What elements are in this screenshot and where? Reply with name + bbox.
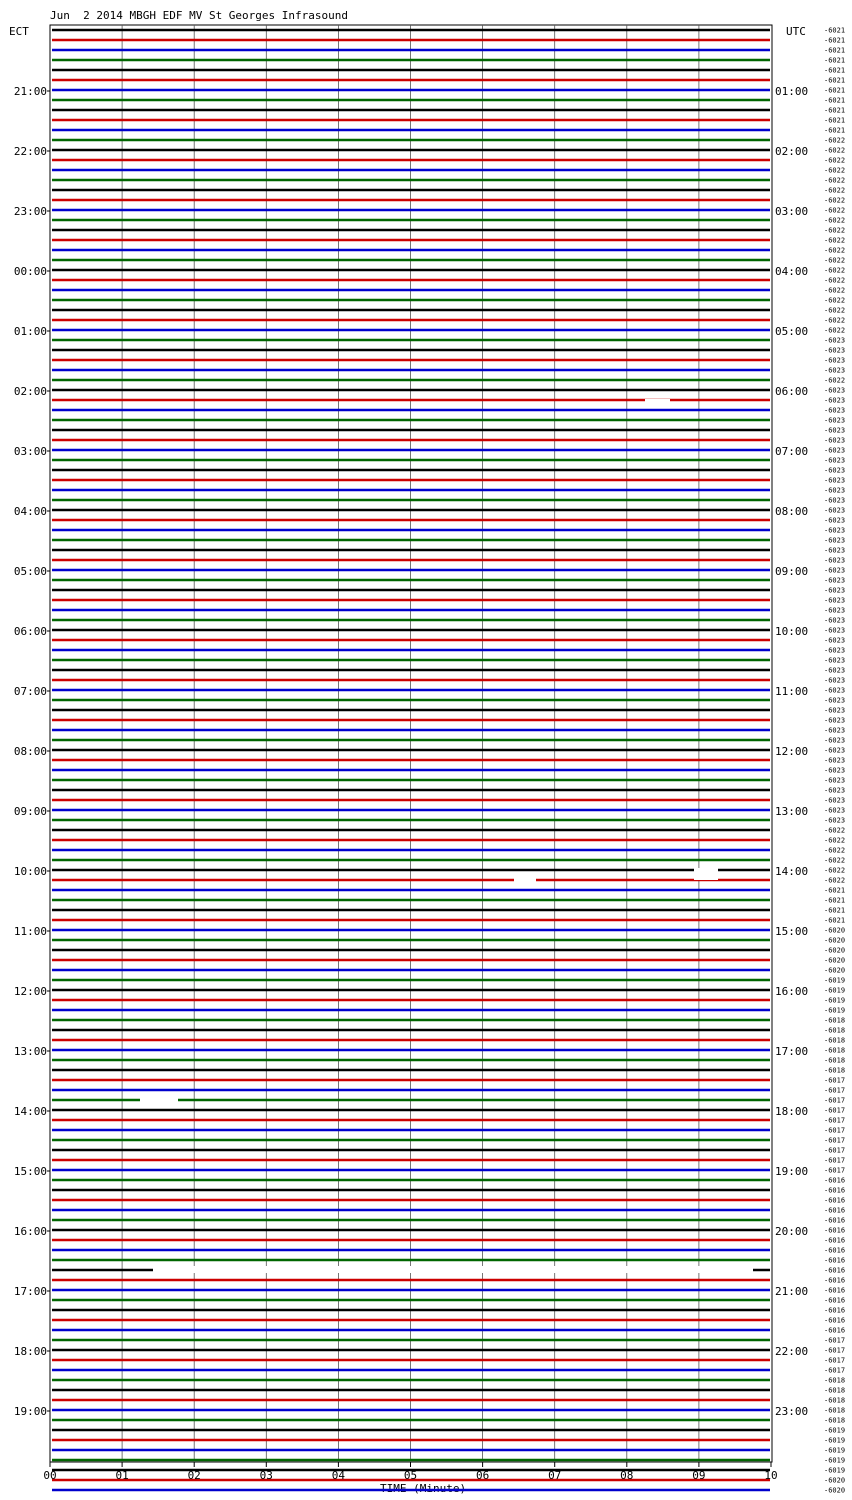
trace-offset-label: -6023: [824, 666, 846, 675]
ect-tick-label: 17:00: [13, 1285, 47, 1298]
trace-offset-label: -6019: [824, 1446, 846, 1455]
trace-offset-label: -6023: [824, 406, 846, 415]
trace-offset-label: -6022: [824, 156, 846, 165]
x-tick-label: 10: [764, 1469, 778, 1482]
trace-offset-label: -6023: [824, 526, 846, 535]
x-tick-label: 06: [475, 1469, 490, 1482]
trace-offset-label: -6023: [824, 686, 846, 695]
trace-offset-label: -6017: [824, 1146, 846, 1155]
x-tick-label: 00: [43, 1469, 57, 1482]
ect-tick-label: 21:00: [13, 85, 47, 98]
trace-offset-label: -6020: [824, 1486, 846, 1495]
trace-offset-label: -6023: [824, 636, 846, 645]
trace-offset-label: -6023: [824, 716, 846, 725]
utc-tick-label: 08:00: [775, 505, 809, 518]
trace-offset-label: -6023: [824, 486, 846, 495]
trace-offset-label: -6020: [824, 936, 846, 945]
trace-offset-label: -6017: [824, 1116, 846, 1125]
ect-tick-label: 22:00: [13, 145, 47, 158]
trace-offset-label: -6021: [824, 46, 846, 55]
trace-offset-label: -6022: [824, 856, 846, 865]
trace-offset-label: -6016: [824, 1256, 846, 1265]
trace-offset-label: -6018: [824, 1016, 846, 1025]
ect-tick-label: 05:00: [13, 565, 47, 578]
utc-tick-label: 02:00: [775, 145, 809, 158]
trace-offset-label: -6019: [824, 1436, 846, 1445]
trace-offset-label: -6023: [824, 746, 846, 755]
trace-offset-label: -6023: [824, 756, 846, 765]
trace-offset-label: -6017: [824, 1086, 846, 1095]
ect-tick-label: 16:00: [13, 1225, 47, 1238]
data-gap: [140, 1097, 178, 1105]
trace-offset-label: -6018: [824, 1376, 846, 1385]
utc-tick-label: 04:00: [775, 265, 809, 278]
utc-tick-label: 05:00: [775, 325, 809, 338]
trace-offset-label: -6019: [824, 1006, 846, 1015]
trace-offset-label: -6017: [824, 1156, 846, 1165]
trace-offset-label: -6021: [824, 96, 846, 105]
ect-tick-label: 04:00: [13, 505, 47, 518]
trace-offset-label: -6023: [824, 696, 846, 705]
utc-tick-label: 12:00: [775, 745, 809, 758]
trace-offset-label: -6023: [824, 676, 846, 685]
trace-offset-label: -6016: [824, 1226, 846, 1235]
trace-offset-label: -6019: [824, 1426, 846, 1435]
right-axis-label: UTC: [786, 25, 806, 38]
trace-offset-label: -6018: [824, 1416, 846, 1425]
trace-offset-label: -6022: [824, 196, 846, 205]
trace-offset-label: -6023: [824, 336, 846, 345]
trace-offset-label: -6022: [824, 236, 846, 245]
trace-offset-label: -6023: [824, 436, 846, 445]
utc-tick-label: 16:00: [775, 985, 809, 998]
trace-offset-label: -6023: [824, 796, 846, 805]
trace-offset-label: -6016: [824, 1306, 846, 1315]
trace-offset-label: -6022: [824, 276, 846, 285]
trace-offset-label: -6021: [824, 56, 846, 65]
trace-offset-label: -6023: [824, 726, 846, 735]
trace-offset-label: -6017: [824, 1356, 846, 1365]
trace-offset-label: -6016: [824, 1176, 846, 1185]
utc-tick-label: 06:00: [775, 385, 809, 398]
trace-offset-label: -6023: [824, 566, 846, 575]
trace-offset-label: -6023: [824, 806, 846, 815]
utc-tick-label: 15:00: [775, 925, 809, 938]
trace-offset-label: -6023: [824, 506, 846, 515]
trace-offset-label: -6022: [824, 316, 846, 325]
trace-offset-label: -6022: [824, 186, 846, 195]
chart-title: Jun 2 2014 MBGH EDF MV St Georges Infrasound: [50, 9, 349, 22]
trace-offset-label: -6017: [824, 1076, 846, 1085]
data-gap: [694, 868, 718, 880]
trace-offset-label: -6022: [824, 146, 846, 155]
trace-offset-label: -6022: [824, 836, 846, 845]
trace-offset-label: -6021: [824, 86, 846, 95]
trace-offset-label: -6023: [824, 596, 846, 605]
left-axis-label: ECT: [9, 25, 29, 38]
ect-tick-label: 09:00: [13, 805, 47, 818]
utc-tick-label: 01:00: [775, 85, 809, 98]
trace-offset-label: -6016: [824, 1316, 846, 1325]
trace-offset-label: -6017: [824, 1366, 846, 1375]
utc-tick-label: 13:00: [775, 805, 809, 818]
trace-offset-label: -6022: [824, 326, 846, 335]
utc-tick-label: 10:00: [775, 625, 809, 638]
utc-tick-label: 18:00: [775, 1105, 809, 1118]
trace-offset-label: -6023: [824, 816, 846, 825]
trace-offset-label: -6022: [824, 226, 846, 235]
trace-offset-label: -6016: [824, 1286, 846, 1295]
trace-offset-label: -6023: [824, 356, 846, 365]
trace-offset-label: -6023: [824, 446, 846, 455]
ect-tick-label: 10:00: [13, 865, 47, 878]
trace-offset-label: -6018: [824, 1026, 846, 1035]
ect-tick-label: 19:00: [13, 1405, 47, 1418]
utc-tick-label: 09:00: [775, 565, 809, 578]
utc-tick-label: 14:00: [775, 865, 809, 878]
ect-tick-label: 00:00: [13, 265, 47, 278]
utc-tick-label: 03:00: [775, 205, 809, 218]
trace-offset-label: -6022: [824, 306, 846, 315]
trace-offset-label: -6021: [824, 886, 846, 895]
trace-offset-label: -6023: [824, 456, 846, 465]
x-tick-label: 09: [692, 1469, 706, 1482]
utc-tick-label: 07:00: [775, 445, 809, 458]
ect-tick-label: 11:00: [13, 925, 47, 938]
trace-offset-label: -6023: [824, 556, 846, 565]
trace-offset-label: -6022: [824, 826, 846, 835]
trace-offset-label: -6021: [824, 906, 846, 915]
trace-offset-label: -6017: [824, 1096, 846, 1105]
trace-offset-label: -6023: [824, 386, 846, 395]
trace-offset-label: -6019: [824, 986, 846, 995]
trace-offset-label: -6016: [824, 1236, 846, 1245]
trace-offset-label: -6018: [824, 1036, 846, 1045]
ect-tick-label: 01:00: [13, 325, 47, 338]
trace-offset-label: -6022: [824, 246, 846, 255]
trace-offset-label: -6023: [824, 366, 846, 375]
trace-offset-label: -6023: [824, 586, 846, 595]
trace-offset-label: -6023: [824, 476, 846, 485]
trace-offset-label: -6023: [824, 396, 846, 405]
utc-tick-label: 17:00: [775, 1045, 809, 1058]
ect-tick-label: 12:00: [13, 985, 47, 998]
utc-tick-label: 21:00: [775, 1285, 809, 1298]
utc-tick-label: 22:00: [775, 1345, 809, 1358]
trace-offset-label: -6022: [824, 256, 846, 265]
x-tick-label: 08: [620, 1469, 634, 1482]
x-tick-label: 02: [187, 1469, 201, 1482]
trace-offset-label: -6022: [824, 166, 846, 175]
trace-offset-label: -6017: [824, 1166, 846, 1175]
trace-offset-label: -6016: [824, 1276, 846, 1285]
utc-tick-label: 23:00: [775, 1405, 809, 1418]
trace-offset-label: -6021: [824, 106, 846, 115]
trace-offset-label: -6023: [824, 616, 846, 625]
trace-offset-label: -6020: [824, 1476, 846, 1485]
trace-offset-label: -6023: [824, 626, 846, 635]
trace-offset-label: -6016: [824, 1196, 846, 1205]
trace-offset-label: -6023: [824, 546, 846, 555]
trace-offset-label: -6020: [824, 926, 846, 935]
trace-offset-label: -6018: [824, 1066, 846, 1075]
trace-offset-label: -6021: [824, 66, 846, 75]
trace-offset-label: -6016: [824, 1266, 846, 1275]
trace-offset-label: -6022: [824, 876, 846, 885]
trace-offset-label: -6020: [824, 966, 846, 975]
trace-offset-label: -6016: [824, 1206, 846, 1215]
trace-offset-label: -6021: [824, 76, 846, 85]
trace-offset-label: -6017: [824, 1106, 846, 1115]
utc-tick-label: 11:00: [775, 685, 809, 698]
trace-offset-label: -6019: [824, 1466, 846, 1475]
x-tick-label: 05: [403, 1469, 418, 1482]
trace-offset-label: -6022: [824, 376, 846, 385]
trace-offset-label: -6022: [824, 266, 846, 275]
data-gap: [645, 399, 670, 406]
trace-offset-label: -6023: [824, 736, 846, 745]
utc-tick-label: 19:00: [775, 1165, 809, 1178]
trace-offset-label: -6019: [824, 976, 846, 985]
ect-tick-label: 03:00: [13, 445, 47, 458]
trace-offset-label: -6022: [824, 216, 846, 225]
trace-offset-label: -6019: [824, 996, 846, 1005]
trace-offset-label: -6023: [824, 656, 846, 665]
trace-offset-label: -6018: [824, 1056, 846, 1065]
trace-offset-label: -6022: [824, 286, 846, 295]
trace-offset-label: -6023: [824, 536, 846, 545]
trace-offset-label: -6021: [824, 116, 846, 125]
ect-tick-label: 14:00: [13, 1105, 47, 1118]
trace-offset-label: -6021: [824, 126, 846, 135]
trace-offset-label: -6016: [824, 1296, 846, 1305]
trace-offset-label: -6016: [824, 1216, 846, 1225]
x-tick-label: 04: [331, 1469, 346, 1482]
trace-offset-label: -6022: [824, 866, 846, 875]
trace-offset-label: -6021: [824, 36, 846, 45]
data-gap: [153, 1266, 753, 1273]
trace-offset-label: -6023: [824, 516, 846, 525]
trace-offset-label: -6017: [824, 1136, 846, 1145]
ect-tick-label: 02:00: [13, 385, 47, 398]
trace-offset-label: -6021: [824, 916, 846, 925]
trace-offset-label: -6023: [824, 766, 846, 775]
trace-offset-label: -6023: [824, 496, 846, 505]
trace-offset-label: -6018: [824, 1386, 846, 1395]
ect-tick-label: 23:00: [13, 205, 47, 218]
trace-offset-label: -6016: [824, 1326, 846, 1335]
x-tick-label: 03: [259, 1469, 273, 1482]
trace-offset-label: -6022: [824, 206, 846, 215]
ect-tick-label: 18:00: [13, 1345, 47, 1358]
trace-offset-label: -6022: [824, 846, 846, 855]
trace-offset-label: -6017: [824, 1126, 846, 1135]
trace-offset-label: -6018: [824, 1406, 846, 1415]
ect-tick-label: 15:00: [13, 1165, 47, 1178]
utc-tick-label: 20:00: [775, 1225, 809, 1238]
trace-offset-label: -6016: [824, 1186, 846, 1195]
trace-offset-label: -6021: [824, 896, 846, 905]
trace-offset-label: -6019: [824, 1456, 846, 1465]
trace-offset-label: -6020: [824, 946, 846, 955]
trace-offset-label: -6023: [824, 606, 846, 615]
trace-offset-label: -6023: [824, 646, 846, 655]
ect-tick-label: 08:00: [13, 745, 47, 758]
trace-offset-label: -6023: [824, 426, 846, 435]
trace-offset-label: -6022: [824, 176, 846, 185]
ect-tick-label: 07:00: [13, 685, 47, 698]
trace-offset-label: -6021: [824, 26, 846, 35]
trace-offset-label: -6023: [824, 786, 846, 795]
trace-offset-label: -6017: [824, 1346, 846, 1355]
ect-tick-label: 06:00: [13, 625, 47, 638]
trace-offset-label: -6023: [824, 706, 846, 715]
x-axis-label: TIME (Minute): [380, 1482, 467, 1495]
trace-offset-label: -6018: [824, 1046, 846, 1055]
trace-offset-label: -6023: [824, 416, 846, 425]
trace-offset-label: -6022: [824, 296, 846, 305]
ect-tick-label: 13:00: [13, 1045, 47, 1058]
trace-offset-label: -6017: [824, 1336, 846, 1345]
trace-offset-label: -6023: [824, 466, 846, 475]
x-tick-label: 07: [548, 1469, 562, 1482]
trace-offset-label: -6016: [824, 1246, 846, 1255]
trace-offset-label: -6020: [824, 956, 846, 965]
trace-offset-label: -6023: [824, 776, 846, 785]
trace-offset-label: -6023: [824, 576, 846, 585]
data-gap: [514, 878, 536, 883]
x-tick-label: 01: [115, 1469, 129, 1482]
trace-offset-label: -6023: [824, 346, 846, 355]
trace-offset-label: -6018: [824, 1396, 846, 1405]
trace-offset-label: -6022: [824, 136, 846, 145]
